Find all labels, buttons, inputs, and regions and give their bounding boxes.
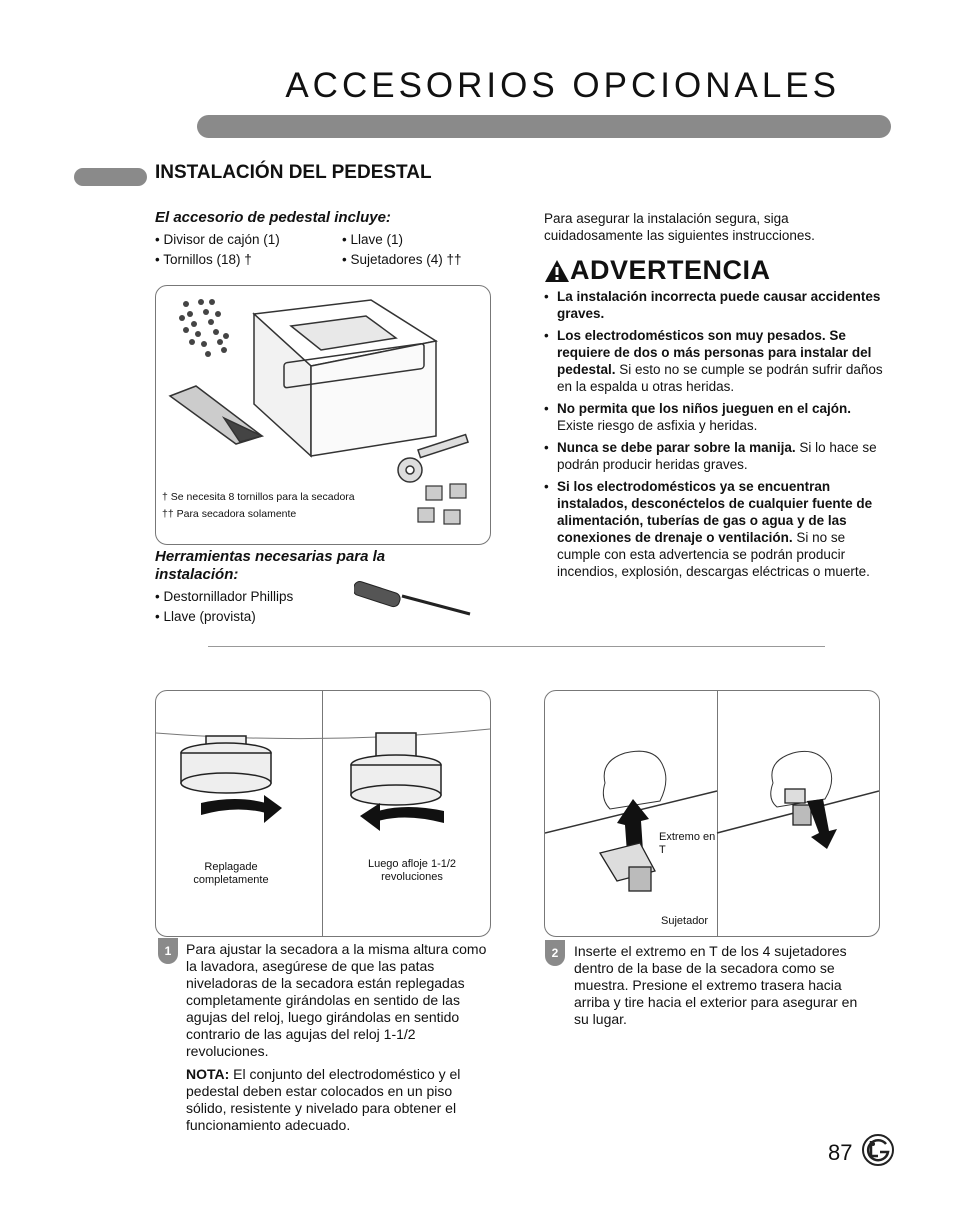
section-title: INSTALACIÓN DEL PEDESTAL <box>155 162 432 183</box>
list-item: • Sujetadores (4) †† <box>342 252 462 267</box>
leveling-leg-icon <box>181 736 271 793</box>
list-item: • Tornillos (18) † <box>155 252 252 267</box>
tools-heading: Herramientas necesarias para la instalación: <box>155 548 386 583</box>
note-text: El conjunto del electrodoméstico y el pedestal deben estar colocados en un piso sólido, resistente y nivelado para obtener el funcionamiento adecuado. <box>186 1066 461 1133</box>
warning-title <box>544 255 771 286</box>
includes-list-col2 <box>342 230 492 270</box>
section-marker <box>74 168 147 186</box>
note-label: NOTA: <box>186 1066 230 1082</box>
list-item: • Divisor de cajón (1) <box>155 232 280 247</box>
list-item: • Llave (1) <box>342 232 404 247</box>
lg-logo-icon <box>862 1134 894 1166</box>
step-number: 1 <box>158 938 178 964</box>
label-fastener: Sujetador <box>661 915 709 927</box>
step1-illustration <box>155 690 491 937</box>
screws-icon <box>179 299 229 357</box>
list-item: • Destornillador Phillips <box>155 589 294 604</box>
fastener-icon <box>600 843 655 891</box>
footnote: †† Para secadora solamente <box>162 508 297 520</box>
step2-text: Inserte el extremo en T de los 4 sujetadores dentro de la base de la secadora como se muestra. Presione el extremo trasera hacia arriba y tire hacia el exterior para asegurar en su lugar. <box>574 943 858 1027</box>
step-number: 2 <box>545 940 565 966</box>
label-t-end: Extremo en T <box>659 831 716 856</box>
wrench-icon <box>398 435 468 482</box>
drawer-divider-icon <box>170 386 262 444</box>
clockwise-arrow-icon <box>201 795 282 823</box>
page-number: 87 <box>828 1140 853 1165</box>
pedestal-icon <box>254 300 436 456</box>
list-item: • Si los electrodomésticos ya se encuentran instalados, desconéctelos de cualquier fuente de alimentación, tuberías de gas o agua y de las conexiones de drenaje o ventilación. Si no se cumple con esta advertencia se podrán producir incendios, explosión, descargas eléctricas o muerte. <box>544 478 884 580</box>
intro-text: Para asegurar la instalación segura, siga cuidadosamente las siguientes instrucciones. <box>544 211 815 243</box>
footnote: † Se necesita 8 tornillos para la secadora <box>162 491 355 503</box>
includes-heading: El accesorio de pedestal incluye: <box>155 209 391 226</box>
list-item: • Llave (provista) <box>155 609 256 624</box>
title-bar <box>197 115 891 138</box>
list-item: • Los electrodomésticos son muy pesados. Se requiere de dos o más personas para instalar del pedestal. Si esto no se cumple se podrán sufrir daños en la espalda u otras heridas. <box>544 327 884 395</box>
warning-title-text: ADVERTENCIA <box>570 255 771 285</box>
warning-icon <box>544 259 570 283</box>
includes-list-col1 <box>155 230 340 270</box>
caption-retracted: Replagade completamente <box>193 861 269 886</box>
footnotes <box>162 489 355 523</box>
list-item: • Nunca se debe parar sobre la manija. Si lo hace se podrán producir heridas graves. <box>544 439 884 473</box>
warning-list <box>544 288 884 585</box>
leveling-legs-illustration <box>156 691 490 936</box>
list-item: • La instalación incorrecta puede causar accidentes graves. <box>544 288 884 322</box>
caption-loosen: Luego afloje 1-1/2 revoluciones <box>367 858 457 883</box>
step1-note <box>186 1066 491 1134</box>
page-title: ACCESORIOS OPCIONALES <box>285 66 840 105</box>
divider <box>208 646 825 647</box>
leveling-leg-icon <box>351 733 441 805</box>
fasteners-icon <box>418 484 466 524</box>
tools-list <box>155 587 355 627</box>
list-item: • No permita que los niños jueguen en el cajón. Existe riesgo de asfixia y heridas. <box>544 400 884 434</box>
counterclockwise-arrow-icon <box>360 803 444 831</box>
accessories-illustration <box>155 285 491 545</box>
screwdriver-icon <box>354 572 474 617</box>
step1-text: Para ajustar la secadora a la misma altura como la lavadora, asegúrese de que las patas niveladoras de la secadora están replegadas completamente girándolas en sentido de las agujas del reloj, luego girándolas en sentido contrario de las agujas del reloj 1-1/2 revoluciones. <box>186 941 487 1059</box>
fastener-insert-illustration <box>545 691 879 936</box>
step2-illustration <box>544 690 880 937</box>
